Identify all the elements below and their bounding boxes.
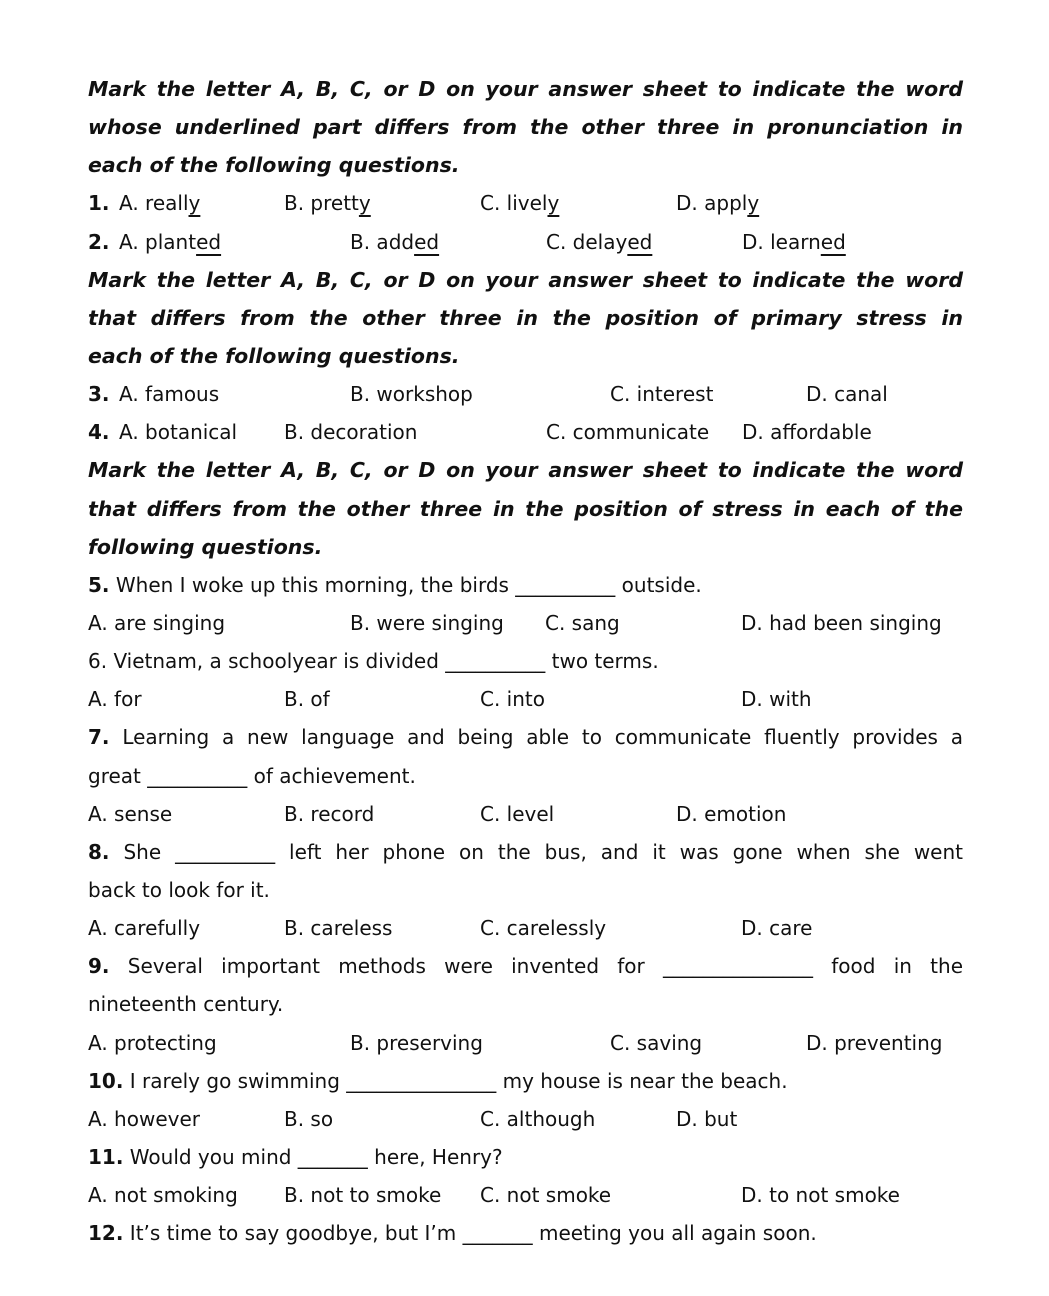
- instruction-primary-stress-line2: that differs from the other three in the position of primary stress in: [88, 305, 963, 330]
- question-8-continued: [88, 871, 963, 909]
- option-c: C. level: [480, 801, 555, 826]
- option-c: C. into: [480, 687, 545, 712]
- question-8-options: [88, 909, 963, 947]
- question-12: [88, 1214, 963, 1252]
- question-7-options: [88, 795, 963, 833]
- question-5: [88, 566, 963, 604]
- instruction-primary-stress-line1: Mark the letter A, B, C, or D on your answer sheet to indicate the word: [88, 267, 963, 292]
- question-text-line2: back to look for it.: [88, 877, 270, 902]
- option-b: B. were singing: [350, 610, 504, 635]
- option-c: C. communicate: [546, 420, 710, 445]
- option-d: D. apply: [676, 191, 760, 216]
- option-c: C. saving: [610, 1030, 703, 1055]
- option-a: A. really: [119, 191, 201, 216]
- question-7: [88, 718, 963, 756]
- question-10: [88, 1062, 963, 1100]
- instruction-primary-stress-line3: each of the following questions.: [88, 343, 460, 368]
- question-2: [88, 223, 963, 261]
- option-a: A. famous: [119, 382, 220, 407]
- option-c: C. interest: [610, 382, 714, 407]
- question-number: 5.: [88, 572, 110, 597]
- option-d: D. with: [741, 687, 812, 712]
- question-number: 3.: [88, 382, 110, 407]
- question-text-line1: Learning a new language and being able to communicate fluently provides a: [122, 725, 963, 750]
- question-text-line2: nineteenth century.: [88, 992, 284, 1017]
- option-a: A. planted: [119, 229, 222, 254]
- question-text-line1: Several important methods were invented for _______________ food in the: [127, 954, 964, 979]
- option-c: C. not smoke: [480, 1183, 612, 1208]
- question-6-options: [88, 680, 963, 718]
- question-number: 11.: [88, 1144, 124, 1169]
- option-a: A. are singing: [88, 610, 226, 635]
- instruction-pronunciation-line3: each of the following questions.: [88, 153, 460, 178]
- option-d: D. affordable: [742, 420, 872, 445]
- option-d: D. learned: [742, 229, 846, 254]
- option-d: D. care: [741, 916, 813, 941]
- instruction-stress-line3: following questions.: [88, 534, 323, 559]
- option-a: A. sense: [88, 801, 173, 826]
- question-1: [88, 184, 963, 222]
- option-d: D. but: [676, 1106, 738, 1131]
- option-b: B. decoration: [284, 420, 418, 445]
- option-b: B. added: [350, 229, 440, 254]
- option-b: B. preserving: [350, 1030, 483, 1055]
- question-text: It’s time to say goodbye, but I’m _______ meeting you all again soon.: [129, 1221, 817, 1246]
- question-6: [88, 642, 963, 680]
- instruction-pronunciation-line2: whose underlined part differs from the other three in pronunciation in: [88, 115, 963, 140]
- question-text: I rarely go swimming _______________ my house is near the beach.: [129, 1068, 788, 1093]
- option-b: B. careless: [284, 916, 393, 941]
- option-b: B. so: [284, 1106, 334, 1131]
- worksheet: [88, 70, 963, 1252]
- question-text: Would you mind _______ here, Henry?: [129, 1144, 503, 1169]
- option-b: B. record: [284, 801, 375, 826]
- question-4: [88, 413, 963, 451]
- question-number: 9.: [88, 954, 110, 979]
- option-c: C. although: [480, 1106, 596, 1131]
- question-11-options: [88, 1176, 963, 1214]
- question-9-continued: [88, 985, 963, 1023]
- option-a: A. not smoking: [88, 1183, 238, 1208]
- question-9-options: [88, 1024, 963, 1062]
- instruction-pronunciation-line1: Mark the letter A, B, C, or D on your answer sheet to indicate the word: [88, 77, 963, 101]
- option-c: C. lively: [480, 191, 560, 216]
- option-c: C. sang: [545, 610, 620, 635]
- question-text: 6. Vietnam, a schoolyear is divided __________ two terms.: [88, 649, 659, 674]
- question-10-options: [88, 1100, 963, 1138]
- question-5-options: [88, 604, 963, 642]
- question-text-line1: She __________ left her phone on the bus, and it was gone when she went: [123, 839, 964, 864]
- question-number: 4.: [88, 420, 110, 445]
- option-d: D. preventing: [806, 1030, 943, 1055]
- option-a: A. protecting: [88, 1030, 217, 1055]
- question-number: 12.: [88, 1221, 124, 1246]
- question-11: [88, 1138, 963, 1176]
- question-9: [88, 947, 963, 985]
- question-3: [88, 375, 963, 413]
- option-a: A. botanical: [119, 420, 238, 445]
- option-d: D. emotion: [676, 801, 787, 826]
- question-7-continued: [88, 757, 963, 795]
- option-b: B. workshop: [350, 382, 473, 407]
- question-8: [88, 833, 963, 871]
- question-text: When I woke up this morning, the birds __________ outside.: [115, 572, 702, 597]
- instruction-stress-line1: Mark the letter A, B, C, or D on your answer sheet to indicate the word: [88, 458, 963, 483]
- option-d: D. to not smoke: [741, 1183, 900, 1208]
- question-text-line2: great __________ of achievement.: [88, 763, 416, 788]
- option-b: B. not to smoke: [284, 1183, 442, 1208]
- question-number: 10.: [88, 1068, 124, 1093]
- option-b: B. pretty: [284, 191, 371, 216]
- option-a: A. for: [88, 687, 142, 712]
- question-number: 8.: [88, 839, 110, 864]
- option-c: C. delayed: [546, 229, 653, 254]
- instruction-stress-line2: that differs from the other three in the position of stress in each of the: [88, 496, 963, 521]
- option-b: B. of: [284, 687, 330, 712]
- option-a: A. however: [88, 1106, 200, 1131]
- option-d: D. canal: [806, 382, 888, 407]
- option-d: D. had been singing: [741, 610, 942, 635]
- question-number: 2.: [88, 229, 110, 254]
- question-number: 1.: [88, 191, 110, 216]
- question-number: 7.: [88, 725, 110, 750]
- option-c: C. carelessly: [480, 916, 607, 941]
- option-a: A. carefully: [88, 916, 201, 941]
